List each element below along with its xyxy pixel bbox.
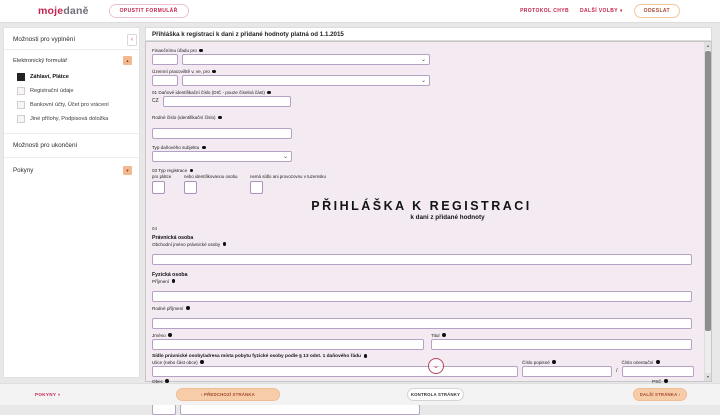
sidebar-section-end: Možnosti pro ukončení (4, 133, 139, 158)
sidebar-item-jine-prilohy[interactable]: Jiné přílohy, Podpisová doložka (4, 112, 139, 126)
address-slash-separator: / (616, 367, 618, 374)
field-label-ulice: Ulice (nebo část obce) (152, 360, 518, 365)
topbar-actions (520, 4, 680, 18)
typ-subjektu-select[interactable] (152, 151, 292, 162)
field-label-fin-urad: Finančnímu úřadu pro (152, 48, 691, 53)
checkbox-icon (17, 73, 25, 81)
obchodni-jmeno-input[interactable] (152, 254, 692, 265)
checkbox-icon (17, 101, 25, 109)
field-label-titul: Titul (431, 333, 692, 338)
rodne-prijmeni-input[interactable] (152, 318, 692, 329)
info-icon[interactable] (212, 70, 216, 74)
sidebar-item-registracni-udaje[interactable]: Registrační údaje (4, 84, 139, 98)
cislo-popisne-input[interactable] (522, 366, 612, 377)
nema-sidlo-checkbox[interactable] (250, 181, 263, 194)
chevron-down-icon: ⌄ (420, 77, 426, 84)
info-icon[interactable] (364, 354, 368, 358)
field-label-obec: Obec (152, 379, 648, 384)
info-icon[interactable] (202, 146, 206, 150)
scroll-down-button[interactable] (428, 358, 444, 374)
fin-urad-select[interactable] (182, 54, 430, 65)
prijmeni-input[interactable] (152, 291, 692, 302)
previous-page-button[interactable]: ‹ PŘEDCHOZÍ STRÁNKA (176, 388, 280, 401)
field-label-typ-registrace: 03 Typ registrace (152, 168, 691, 173)
platce-checkbox[interactable] (152, 181, 165, 194)
info-icon[interactable] (172, 279, 176, 283)
fin-urad-code-input[interactable] (152, 54, 178, 65)
titul-input[interactable] (431, 339, 692, 350)
checkbox-icon (17, 87, 25, 95)
topbar (0, 0, 720, 23)
dic-input[interactable] (163, 96, 291, 107)
more-options-menu[interactable] (580, 8, 623, 14)
sidebar-section-fill: Možnosti pro vyplnění ‹ (4, 28, 139, 50)
reg-option-platce: pro plátce (152, 174, 184, 194)
footer-bar (0, 383, 720, 405)
info-icon[interactable] (552, 360, 556, 364)
info-icon[interactable] (218, 116, 222, 120)
field-label-psc: PSČ (652, 379, 692, 384)
checkbox-icon (17, 115, 25, 123)
logo-moje: moje (38, 5, 64, 17)
chevron-down-icon: ⌄ (432, 361, 440, 370)
leave-form-button[interactable]: OPUSTIT FORMULÁŘ (109, 4, 189, 18)
field-label-cislo-popisne: Číslo popisné (522, 360, 612, 365)
sidebar-item-pokyny[interactable] (4, 158, 139, 183)
info-icon[interactable] (200, 360, 204, 364)
field-label-jmeno: Jméno (152, 333, 424, 338)
stat-input[interactable] (180, 404, 420, 415)
rodne-cislo-input[interactable] (152, 128, 292, 139)
form-area (145, 41, 712, 382)
submit-button[interactable]: ODESLAT (634, 4, 680, 18)
chevron-up-icon[interactable]: ▴ (123, 56, 132, 65)
field-label-rodne-cislo: Rodné číslo (identifikační číslo) (152, 115, 691, 120)
sidebar-item-bankovni-ucty[interactable]: Bankovní účty, Účet pro vrácení (4, 98, 139, 112)
info-icon[interactable] (199, 49, 203, 53)
item-number-04: 04 (152, 225, 157, 231)
section-fyzicka-osoba: Fyzická osoba (152, 271, 188, 278)
field-label-rodne-prijmeni: Rodné příjmení (152, 306, 691, 311)
chevron-down-icon: ⌄ (420, 56, 426, 63)
form-title-bar (145, 27, 712, 41)
info-icon[interactable] (656, 360, 660, 364)
field-label-obchodni-jmeno: Obchodní jméno právnické osoby (152, 242, 691, 247)
scrollbar-thumb[interactable] (705, 51, 711, 331)
sidebar (3, 27, 140, 378)
pokyny-label: Pokyny (13, 167, 34, 174)
more-options-label: DALŠÍ VOLBY (579, 8, 618, 14)
dic-prefix: CZ (152, 98, 159, 104)
info-icon[interactable] (186, 306, 190, 310)
field-label-cislo-orientacni: Číslo orientační (622, 360, 694, 365)
uzemni-pracoviste-code-input[interactable] (152, 75, 178, 86)
chevron-down-icon: ▾ (620, 8, 623, 13)
form-heading: PŘIHLÁŠKA K REGISTRACI (311, 198, 532, 213)
mojedane-logo[interactable] (38, 5, 89, 17)
field-label-typ-subjektu: Typ daňového subjektu (152, 145, 691, 150)
sidebar-group-label: Elektronický formulář (13, 57, 68, 64)
pokyny-link[interactable]: POKYNY » (35, 392, 61, 397)
info-icon[interactable] (442, 333, 446, 337)
chevron-down-icon: ⌄ (282, 153, 288, 160)
sidebar-group-electronic-form[interactable] (4, 50, 139, 70)
identifikovana-osoba-checkbox[interactable] (184, 181, 197, 194)
stat-code-input[interactable] (152, 404, 176, 415)
field-label-uzemni-pracoviste: Územní pracoviště v, ve, pro (152, 69, 691, 74)
info-icon[interactable] (267, 91, 271, 95)
form-subheading: k dani z přidané hodnoty (410, 213, 485, 221)
jmeno-input[interactable] (152, 339, 424, 350)
section-sidlo: Sídlo právnické osoby/adresa místa pobytu fyzické osoby podle § 13 odst. 1 daňového řádu (152, 354, 691, 359)
next-page-button[interactable]: DALŠÍ STRÁNKA › (633, 388, 687, 401)
scrollbar-up-arrow[interactable]: ▲ (706, 44, 710, 48)
reg-option-identifikovana-osoba: nebo identifikovanou osobu (184, 174, 250, 194)
ulice-input[interactable] (152, 366, 518, 377)
chevron-down-icon[interactable]: ▾ (123, 166, 132, 175)
section-pravnicka-osoba: Právnická osoba (152, 234, 194, 241)
field-label-dic: 01 Daňové identifikační číslo (DIČ - pouze číselná část) (152, 90, 691, 95)
error-log-link[interactable]: PROTOKOL CHYB (520, 8, 569, 14)
form-title: Přihláška k registraci k dani z přidané hodnoty platná od 1.1.2015 (152, 30, 344, 38)
cislo-orientacni-input[interactable] (622, 366, 694, 377)
field-label-prijmeni: Příjmení (152, 279, 691, 284)
sidebar-collapse-button[interactable]: ‹ (127, 34, 137, 46)
info-icon[interactable] (168, 333, 172, 337)
vertical-scrollbar[interactable] (704, 42, 711, 381)
uzemni-pracoviste-select[interactable] (182, 75, 430, 86)
info-icon[interactable] (223, 242, 227, 246)
info-icon[interactable] (190, 169, 194, 173)
sidebar-item-zahlavi-platce[interactable]: Záhlaví, Plátce (4, 70, 139, 84)
scrollbar-down-arrow[interactable]: ▼ (706, 375, 710, 379)
reg-option-nema-sidlo: nemá sídlo ani provozovnu v tuzemsku (250, 174, 326, 194)
logo-dane: daně (63, 5, 89, 17)
check-page-button[interactable]: KONTROLA STRÁNKY (407, 388, 464, 401)
